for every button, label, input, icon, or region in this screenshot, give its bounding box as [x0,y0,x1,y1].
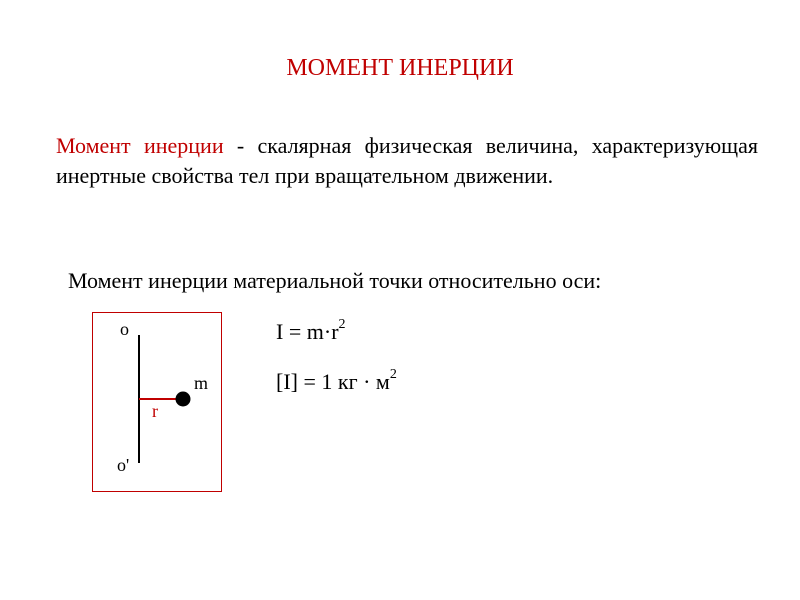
radius-label: r [152,401,158,421]
axis-diagram [92,312,222,492]
definition-term: Момент инерции [56,133,224,158]
formula-exponent: 2 [338,316,346,332]
slide-title: МОМЕНТ ИНЕРЦИИ [286,55,514,81]
definition-paragraph [56,131,758,191]
formula-r: r [331,319,339,344]
point-moment-heading: Момент инерции материальной точки относительно оси: [68,268,602,293]
formula-dot: · [323,319,332,344]
axis-top-label: о [120,319,129,339]
formula-lhs: I = m [276,319,324,344]
axis-bottom-label: о' [117,455,130,475]
inertia-units [276,368,397,396]
definition-text: - скалярная физическая величина, характеризующая инертные свойства тел при вращательном движении. [56,133,758,188]
units-text: [I] = 1 кг · м [276,369,390,394]
inertia-formula [276,318,346,346]
axis-diagram-graphic [93,313,223,493]
mass-label: m [194,373,209,393]
units-exponent: 2 [389,366,397,382]
point-mass [176,392,191,407]
